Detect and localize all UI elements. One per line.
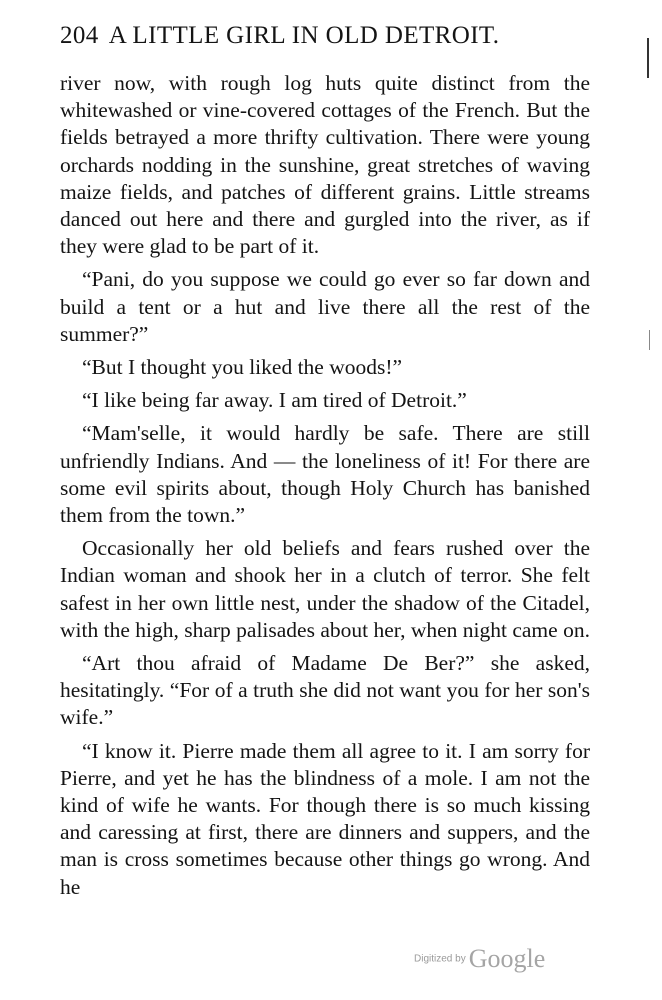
page-edge-mark [647,38,649,78]
paragraph: “Pani, do you suppose we could go ever so far down and build a tent or a hut and live there all the rest of the summer?” [60,267,590,346]
digitized-watermark [414,944,554,978]
body-text [60,70,590,907]
running-title: A LITTLE GIRL IN OLD DETROIT. [108,22,500,49]
paragraph: “I know it. Pierre made them all agree to it. I am sorry for Pierre, and yet he has the blindness of a mole. I am not the kind of wife he wants. For though there is so much kissing and caressing at first, there are dinners and suppers, and the man is cross sometimes because other things go wrong. And he [60,738,590,899]
paragraph: “I like being far away. I am tired of Detroit.” [82,388,467,413]
page-number: 204 [60,22,99,49]
paragraph: Occasionally her old beliefs and fears rushed over the Indian woman and shook her in a clutch of terror. She felt safest in her own little nest, under the shadow of the Citadel, with the high, sharp palisades about her, when night came on. [60,536,590,642]
paragraph: “Mam'selle, it would hardly be safe. There are still unfriendly Indians. And — the loneliness of it! For there are some evil spirits about, though Holy Church has banished them from the town.” [60,421,590,528]
paragraph: “Art thou afraid of Madame De Ber?” she asked, hesitatingly. “For of a truth she did not want you for her son's wife.” [60,651,590,730]
running-header [60,22,600,58]
paragraph: river now, with rough log huts quite distinct from the whitewashed or vine-covered cottages of the French. But the fields betrayed a more thrifty cultivation. There were young orchards nodding in the sunshine, great stretches of waving maize fields, and patches of different grains. Little streams danced out here and there and gurgled into the river, as if they were glad to be part of it. [60,71,590,259]
watermark-prefix: Digitized by [414,953,466,965]
google-logo: Google [468,944,546,973]
paragraph: “But I thought you liked the woods!” [82,355,403,380]
page-edge-mark [649,330,650,350]
